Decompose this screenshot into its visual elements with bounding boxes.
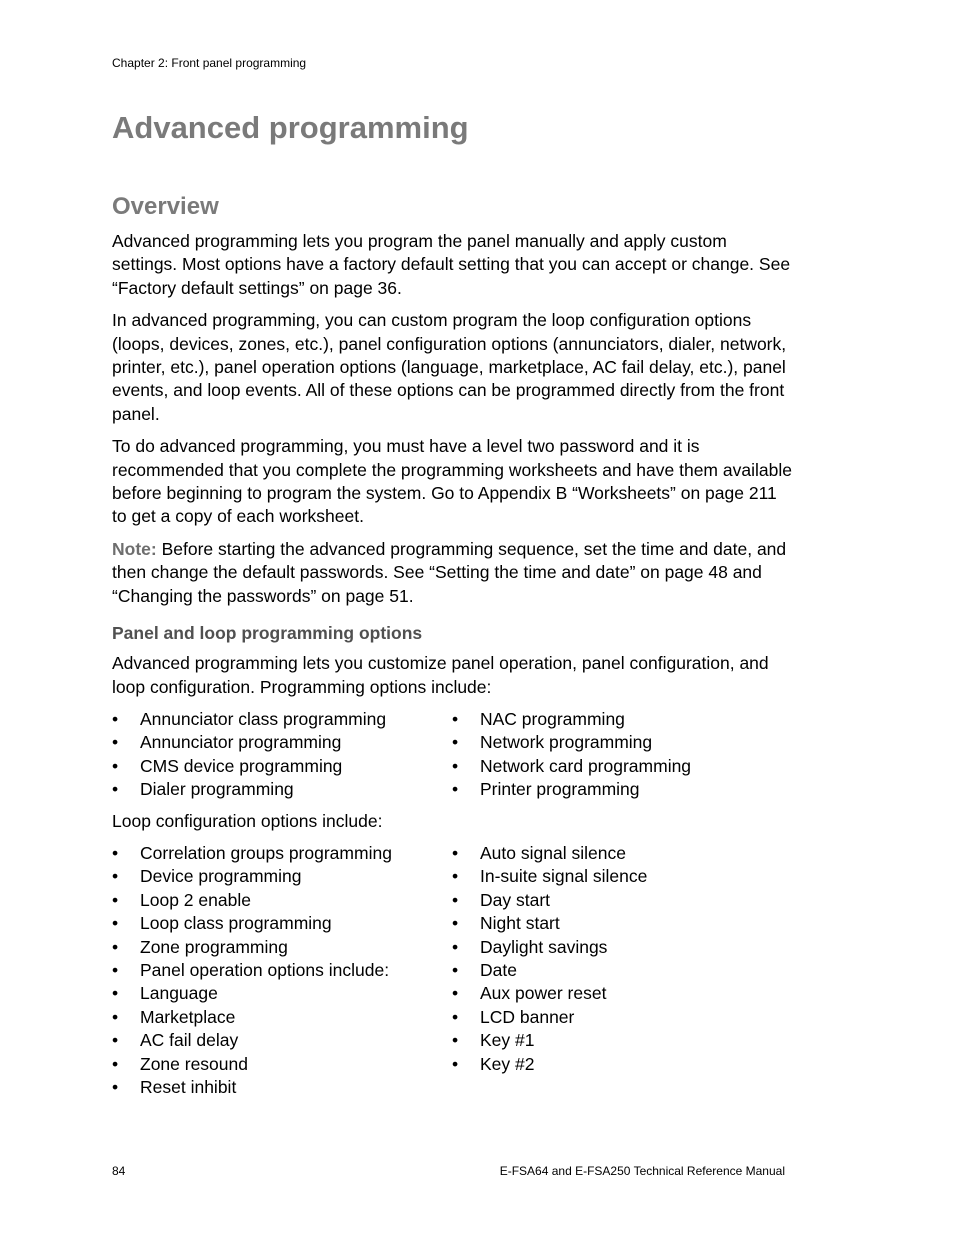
bullet-mark: • [452, 889, 459, 910]
list-item-text: Key #1 [480, 1030, 535, 1051]
list-item-text: Zone programming [140, 936, 288, 957]
list-item [452, 865, 792, 888]
bullet-mark: • [452, 1053, 459, 1074]
list-item-text: Loop 2 enable [140, 889, 251, 910]
list-item-text: Daylight savings [480, 936, 608, 957]
programming-options-list [112, 708, 792, 802]
list-item-text: Night start [480, 913, 560, 934]
bullet-mark: • [112, 1053, 119, 1074]
bullet-mark: • [112, 779, 119, 800]
list-item [112, 1053, 452, 1076]
bullet-mark: • [112, 1030, 119, 1051]
overview-paragraph-3: To do advanced programming, you must have a level two password and it is recommended that you complete the programming worksheets and have them available before beginning to program the system. Go to Appendix B “Worksheets” on page 211 to get a copy of each worksheet. [112, 436, 792, 527]
overview-heading: Overview [112, 193, 219, 220]
bullet-mark: • [452, 983, 459, 1004]
programming-options-left-column [112, 708, 452, 802]
list-item-text: Reset inhibit [140, 1077, 237, 1097]
bullet-mark: • [452, 732, 459, 753]
note-label: Note: [112, 538, 157, 559]
bullet-mark: • [452, 1006, 459, 1027]
list-item [452, 1029, 792, 1052]
programming-options-intro: Advanced programming lets you customize panel operation, panel configuration, and loop configuration. Programming options include: [112, 653, 769, 697]
bullet-mark: • [452, 842, 459, 863]
main-content [112, 190, 792, 1107]
list-item-text: Annunciator programming [140, 732, 342, 753]
note-text: Before starting the advanced programming sequence, set the time and date, and then change the default passwords. See “Setting the time and date” on page 48 and “Changing the passwords” on page 51. [112, 538, 787, 606]
list-item-text: Network programming [480, 732, 653, 753]
list-item [452, 708, 792, 731]
list-item-text: LCD banner [480, 1006, 575, 1027]
list-item [112, 1006, 452, 1029]
list-item [112, 959, 452, 982]
list-item-text: Language [140, 983, 218, 1004]
list-item-text: AC fail delay [140, 1030, 239, 1051]
list-item-text: Date [480, 959, 517, 980]
note-paragraph [112, 538, 792, 608]
list-item-text: NAC programming [480, 708, 625, 729]
list-item-text: Device programming [140, 866, 302, 887]
loop-configuration-intro: Loop configuration options include: [112, 810, 383, 831]
bullet-mark: • [452, 936, 459, 957]
list-item [452, 936, 792, 959]
list-item [452, 731, 792, 754]
bullet-mark: • [112, 842, 119, 863]
list-item [112, 778, 452, 801]
list-item-text: Dialer programming [140, 779, 294, 800]
manual-title: E-FSA64 and E-FSA250 Technical Reference Manual [499, 1164, 785, 1178]
list-item [112, 842, 452, 865]
bullet-mark: • [112, 1006, 119, 1027]
list-item-text: In-suite signal silence [480, 866, 648, 887]
list-item [112, 982, 452, 1005]
list-item [112, 708, 452, 731]
list-item [112, 912, 452, 935]
bullet-mark: • [452, 1030, 459, 1051]
bullet-mark: • [452, 779, 459, 800]
loop-configuration-right-column [452, 842, 792, 1099]
bullet-mark: • [112, 1077, 119, 1097]
list-item [112, 865, 452, 888]
list-item-text: Printer programming [480, 779, 640, 800]
list-item [452, 1006, 792, 1029]
bullet-mark: • [112, 936, 119, 957]
bullet-mark: • [112, 959, 119, 980]
list-item [112, 889, 452, 912]
bullet-mark: • [112, 889, 119, 910]
bullet-mark: • [452, 755, 459, 776]
bullet-mark: • [112, 708, 119, 729]
running-header: Chapter 2: Front panel programming [112, 56, 307, 70]
bullet-mark: • [112, 755, 119, 776]
bullet-mark: • [452, 708, 459, 729]
overview-paragraph-2: In advanced programming, you can custom program the loop configuration options (loops, devices, zones, etc.), panel configuration options (annunciators, dialer, network, printer, etc.), panel operation options (language, marketplace, AC fail delay, etc.), panel events, and loop events. All of these options can be programmed directly from the front panel. [112, 310, 787, 424]
list-item-text: Correlation groups programming [140, 842, 392, 863]
list-item [112, 755, 452, 778]
list-item-text: Annunciator class programming [140, 708, 387, 729]
list-item [452, 889, 792, 912]
list-item [452, 778, 792, 801]
list-item [112, 936, 452, 959]
loop-configuration-list [112, 842, 792, 1099]
list-item-text: CMS device programming [140, 755, 343, 776]
bullet-mark: • [452, 913, 459, 934]
list-item-text: Network card programming [480, 755, 692, 776]
bullet-mark: • [452, 959, 459, 980]
list-item-text: Marketplace [140, 1006, 236, 1027]
programming-options-right-column [452, 708, 792, 802]
panel-loop-options-heading: Panel and loop programming options [112, 623, 423, 644]
overview-paragraph-1: Advanced programming lets you program the panel manually and apply custom settings. Most options have a factory default setting that you can accept or change. See “Factory default settings” on page 36. [112, 231, 791, 298]
list-item [452, 755, 792, 778]
bullet-mark: • [112, 732, 119, 753]
bullet-mark: • [112, 913, 119, 934]
list-item-text: Zone resound [140, 1053, 248, 1074]
list-item [112, 731, 452, 754]
page-title: Advanced programming [112, 110, 469, 145]
bullet-mark: • [112, 866, 119, 887]
list-item [452, 982, 792, 1005]
list-item-text: Day start [480, 889, 551, 910]
list-item [452, 842, 792, 865]
page-number: 84 [112, 1164, 126, 1178]
list-item-text: Auto signal silence [480, 842, 626, 863]
bullet-mark: • [112, 983, 119, 1004]
list-item-text: Loop class programming [140, 913, 332, 934]
list-item-text: Panel operation options include: [140, 959, 390, 980]
list-item [452, 1053, 792, 1076]
list-item [112, 1029, 452, 1052]
list-item-text: Key #2 [480, 1053, 535, 1074]
list-item-text: Aux power reset [480, 983, 607, 1004]
list-item [112, 1076, 452, 1099]
list-item [452, 912, 792, 935]
bullet-mark: • [452, 866, 459, 887]
list-item [452, 959, 792, 982]
loop-configuration-left-column [112, 842, 452, 1099]
